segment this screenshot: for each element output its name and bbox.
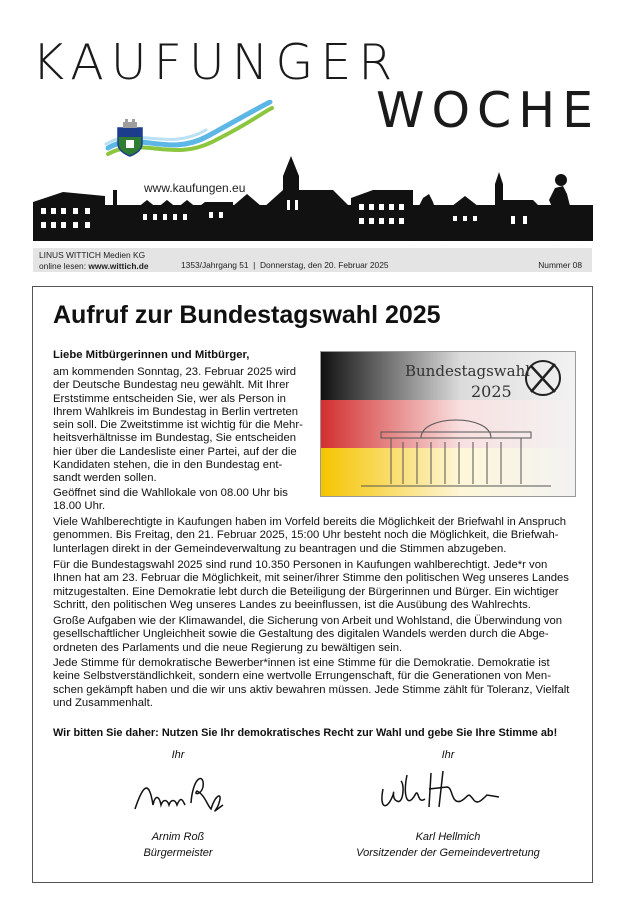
masthead bbox=[0, 0, 625, 248]
text-line: ordneten des Parlaments und die neue Regierung zu bewältigen sein. bbox=[53, 641, 403, 654]
article-paragraph-6 bbox=[53, 657, 569, 710]
text-line: mitzugestalten. Eine Demokratie lebt durch die Beteiligung der Bürgerinnen und Bürger. Ein wichtiger bbox=[53, 585, 559, 598]
text-line: gesellschaftlicher Ungleichheit sowie die Gestaltung des digitalen Wandels werden durch die Abge- bbox=[53, 628, 549, 641]
text-line: lunterlagen direkt in der Gemeindeverwaltung zu beantragen und die Stimmen abzugeben. bbox=[53, 542, 507, 555]
website-link[interactable]: www.kaufungen.eu bbox=[144, 181, 246, 195]
text-line: Große Aufgaben wie der Klimawandel, die Sicherung von Arbeit und Wohlstand, die Überwindung von bbox=[53, 615, 563, 627]
text-line: genommen. Bis Freitag, den 21. Februar 2025, 15:00 Uhr besteht noch die Möglichkeit, die Briefwah- bbox=[53, 529, 559, 542]
text-line: Für die Bundestagswahl 2025 sind rund 10.350 Personen in Kaufungen wahlberechtigt. Jede*r von bbox=[53, 559, 548, 571]
signatory-name: Karl Hellmich bbox=[415, 831, 481, 843]
text-line: Ihrem Wahlkreis im Bundestag in Berlin vertreten bbox=[53, 405, 299, 418]
text-line: Ihnen hat am 23. Februar die Möglichkeit, mit seiner/ihrer Stimme den politischen Weg unseres Landes bbox=[53, 572, 569, 585]
handwritten-signature-mayor bbox=[131, 765, 231, 825]
issue-number: Nummer 08 bbox=[538, 260, 582, 270]
text-line: Geöffnet sind die Wahllokale von 08.00 Uhr bis bbox=[53, 487, 288, 499]
text-line: heitsverhältnisse im Bundestag, Sie entscheiden bbox=[53, 432, 297, 445]
signatory-role: Bürgermeister bbox=[143, 847, 213, 859]
handwritten-signature-chair bbox=[377, 765, 507, 825]
article-closing-appeal: Wir bitten Sie daher: Nutzen Sie Ihr demokratisches Recht zur Wahl und gebe Sie Ihre Stimme ab! bbox=[53, 727, 558, 739]
text-line: sandt werden sollen. bbox=[53, 472, 157, 485]
article-greeting: Liebe Mitbürgerinnen und Mitbürger, bbox=[53, 349, 250, 361]
text-line: Erststimme entscheiden Sie, wer als Person in bbox=[53, 392, 286, 405]
image-caption-year: 2025 bbox=[471, 382, 512, 401]
signature-salutation: Ihr bbox=[171, 749, 185, 761]
publisher-info bbox=[39, 250, 149, 272]
text-line: keine Selbstverständlichkeit, sondern eine wertvolle Errungenschaft, für die Generationen von Men- bbox=[53, 670, 551, 683]
publisher-name: LINUS WITTICH Medien KG bbox=[39, 250, 146, 260]
image-caption-word: Bundestagswahl bbox=[405, 362, 531, 380]
text-line: und Zusammenhalt. bbox=[53, 696, 153, 709]
text-line: 18.00 Uhr. bbox=[53, 500, 106, 513]
article-paragraph-1 bbox=[53, 366, 303, 486]
text-line: der Deutsche Bundestag neu gewählt. Mit Ihrer bbox=[53, 379, 290, 392]
masthead-title-line2: WOCHE bbox=[376, 82, 601, 139]
text-line: Jede Stimme für demokratische Bewerber*innen ist eine Stimme für die Demokratie. Demokratie ist bbox=[53, 657, 550, 669]
signature-block-mayor bbox=[93, 749, 263, 869]
signatory-name: Arnim Roß bbox=[151, 831, 205, 843]
text-line: Viele Wahlberechtigte in Kaufungen haben im Vorfeld bereits die Möglichkeit der Briefwahl in Anspruch bbox=[53, 516, 567, 528]
article-paragraph-3 bbox=[53, 516, 566, 556]
text-line: hier über die Landesliste einer Partei, auf der die bbox=[53, 445, 297, 458]
online-read-link[interactable]: www.wittich.de bbox=[88, 261, 149, 271]
issue-date: 1353/Jahrgang 51 | Donnerstag, den 20. Februar 2025 bbox=[181, 260, 389, 270]
text-line: am kommenden Sonntag, 23. Februar 2025 wird bbox=[53, 366, 297, 378]
signature-block-chair bbox=[333, 749, 563, 869]
signatory-role: Vorsitzender der Gemeindevertretung bbox=[356, 847, 540, 859]
online-read-label: online lesen: bbox=[39, 261, 87, 271]
signature-salutation: Ihr bbox=[441, 749, 455, 761]
text-line: schen gekämpft haben und die wir uns aktiv bewahren müssen. Jede Stimme zählt für Toleranz, Vielfalt bbox=[53, 683, 570, 696]
issue-info-bar bbox=[33, 248, 592, 272]
town-skyline-illustration bbox=[33, 150, 593, 242]
article-headline: Aufruf zur Bundestagswahl 2025 bbox=[53, 301, 441, 329]
masthead-title-line1: KAUFUNGER bbox=[32, 34, 400, 91]
article-box bbox=[32, 286, 593, 883]
text-line: Kandidaten stehen, die in den Bundestag ent- bbox=[53, 459, 283, 472]
article-paragraph-4 bbox=[53, 559, 569, 612]
article-paragraph-2 bbox=[53, 487, 288, 514]
election-image bbox=[320, 351, 576, 497]
article-paragraph-5 bbox=[53, 615, 562, 655]
text-line: Schritt, den politischen Weg unseres Landes zu beeinflussen, ist die Ausübung des Wahlrechts. bbox=[53, 598, 531, 611]
text-line: sein soll. Die Zweitstimme ist wichtig für die Mehr- bbox=[53, 419, 303, 432]
